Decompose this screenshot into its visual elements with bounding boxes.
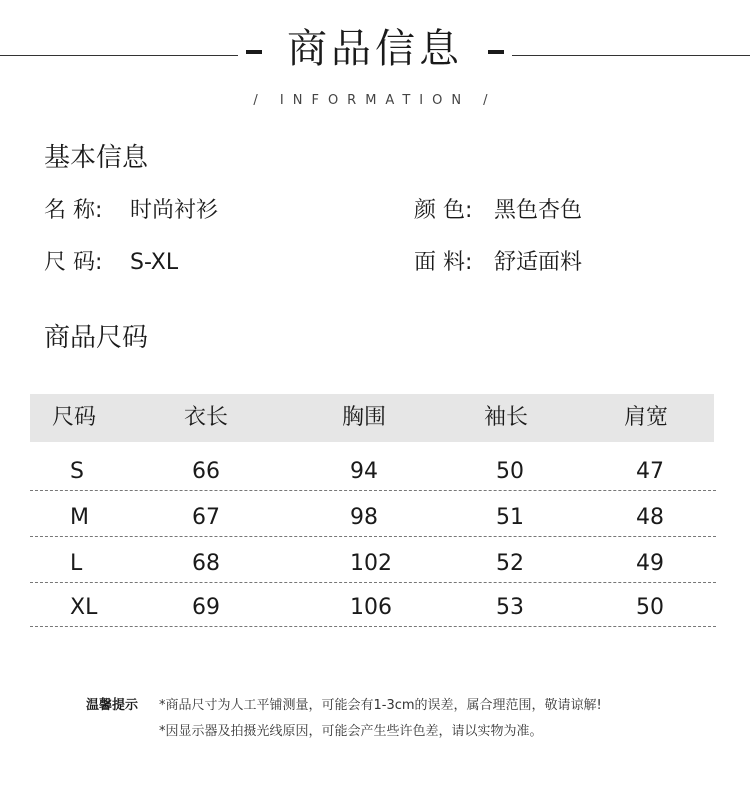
column-header-size: 尺码: [52, 405, 97, 430]
table-cell: 69: [192, 595, 220, 620]
table-cell: 50: [496, 459, 524, 484]
header-line-left: [0, 55, 238, 56]
header-line-right: [512, 55, 750, 56]
table-cell: 49: [636, 551, 664, 576]
table-cell: 102: [350, 551, 392, 576]
table-row: [30, 490, 716, 537]
table-cell: 48: [636, 505, 664, 530]
page-title: 商品信息: [287, 26, 463, 72]
table-cell: L: [70, 551, 83, 576]
table-cell: 51: [496, 505, 524, 530]
table-cell: 68: [192, 551, 220, 576]
table-row: [30, 444, 716, 491]
table-row: [30, 536, 716, 583]
tips-line-color: *因显示器及拍摄光线原因，可能会产生些许色差，请以实物为准。: [159, 724, 543, 739]
header-dash-right: [488, 50, 504, 54]
table-cell: XL: [70, 595, 98, 620]
info-name-label: 名 称:: [44, 198, 103, 223]
info-size-value: S-XL: [130, 250, 179, 275]
table-cell: 67: [192, 505, 220, 530]
table-cell: 98: [350, 505, 378, 530]
info-name-value: 时尚衬衫: [130, 198, 219, 223]
column-header-shoulder: 肩宽: [624, 405, 669, 430]
header-dash-left: [246, 50, 262, 54]
table-cell: 94: [350, 459, 378, 484]
tips-label: 温馨提示: [86, 698, 139, 713]
size-table-header: [30, 394, 714, 442]
info-name: [44, 197, 218, 225]
info-fabric: [414, 249, 582, 277]
info-size-label: 尺 码:: [44, 250, 103, 275]
info-fabric-label: 面 料:: [414, 250, 473, 275]
column-header-length: 衣长: [184, 405, 229, 430]
info-color: [414, 197, 582, 225]
column-header-sleeve: 袖长: [484, 405, 529, 430]
size-chart-heading: 商品尺码: [44, 323, 149, 353]
table-cell: M: [70, 505, 89, 530]
info-size: [44, 249, 178, 277]
basic-info-heading: 基本信息: [44, 143, 149, 173]
table-cell: 47: [636, 459, 664, 484]
table-cell: 66: [192, 459, 220, 484]
info-color-label: 颜 色:: [414, 198, 473, 223]
table-cell: 52: [496, 551, 524, 576]
table-cell: 106: [350, 595, 392, 620]
info-fabric-value: 舒适面料: [494, 250, 583, 275]
info-color-value: 黑色杏色: [494, 198, 583, 223]
table-cell: 50: [636, 595, 664, 620]
page-subtitle: / INFORMATION /: [253, 93, 497, 108]
table-cell: S: [70, 459, 84, 484]
tips-line-measurement: *商品尺寸为人工平铺测量，可能会有1-3cm的误差，属合理范围，敬请谅解!: [159, 698, 602, 713]
table-row: [30, 580, 716, 627]
table-cell: 53: [496, 595, 524, 620]
column-header-chest: 胸围: [342, 405, 387, 430]
